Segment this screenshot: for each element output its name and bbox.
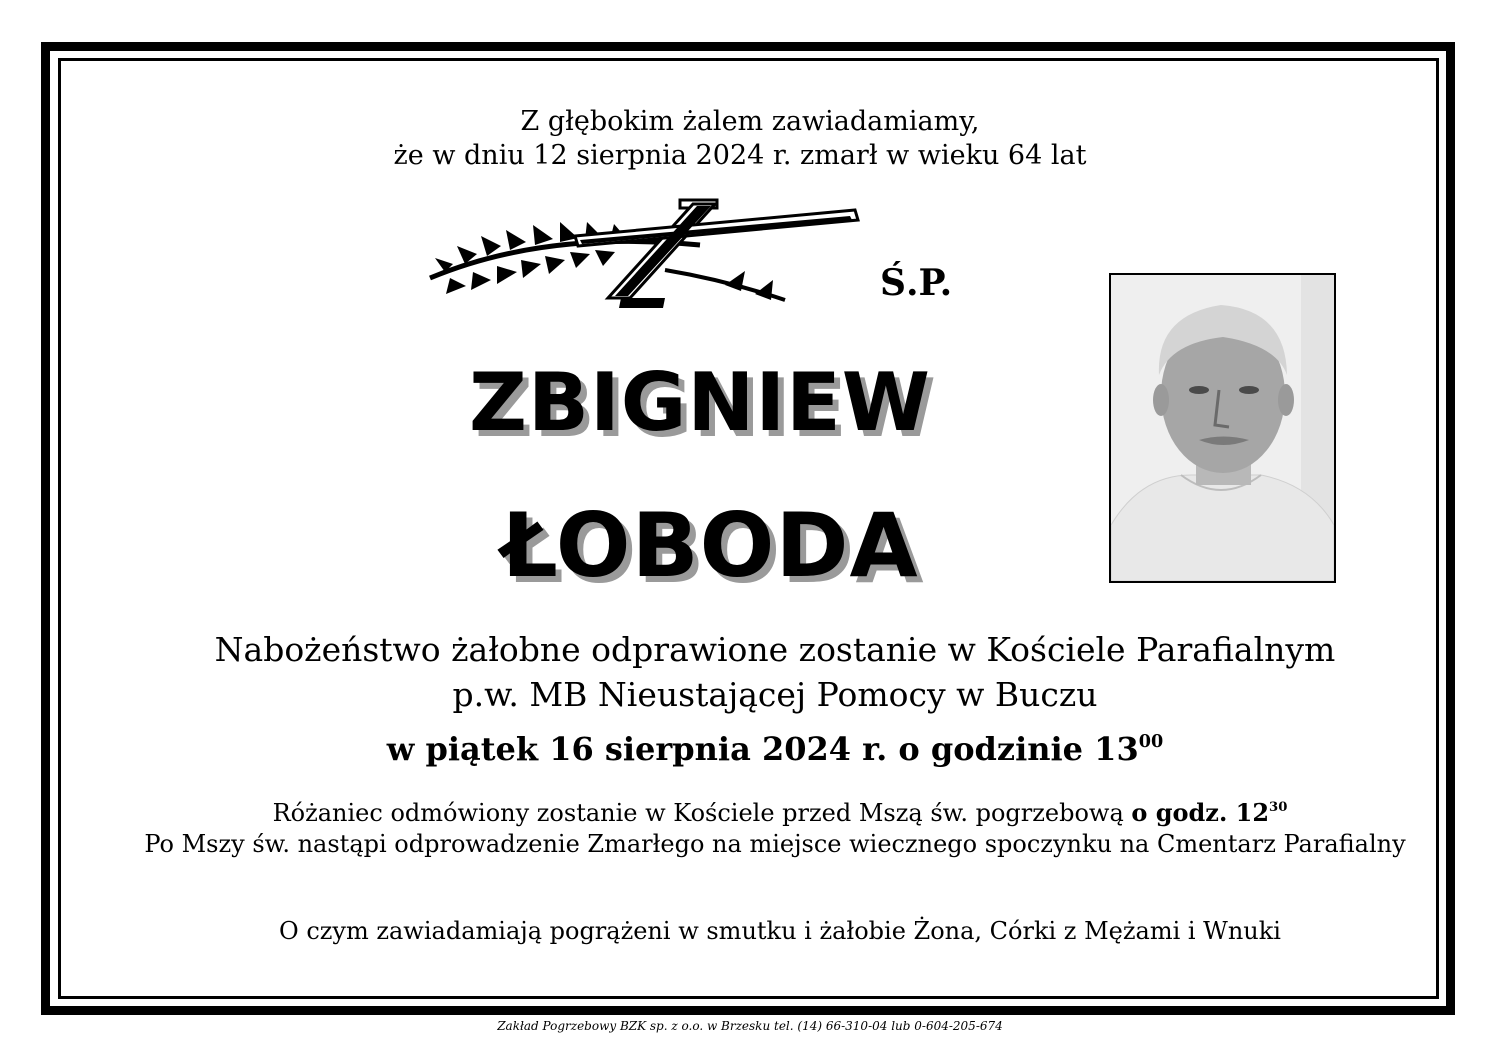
deceased-photo <box>1109 273 1336 583</box>
funeral-time-minutes: 00 <box>1138 730 1164 752</box>
rosary-time: o godz. 12 <box>1131 798 1270 827</box>
family-line: O czym zawiadamiają pogrążeni w smutku i żałobie Żona, Córki z Mężami i Wnuki <box>279 917 1281 945</box>
sp-abbreviation: Ś.P. <box>880 262 953 304</box>
intro-line-1: Z głębokim żalem zawiadamiamy, <box>520 106 980 137</box>
rosary-text: Różaniec odmówiony zostanie w Kościele przed Mszą św. pogrzebową <box>272 799 1132 827</box>
intro-line-2: że w dniu 12 sierpnia 2024 r. zmarł w wieku 64 lat <box>393 140 1087 171</box>
first-name: ZBIGNIEW <box>468 356 932 449</box>
last-name: ŁOBODA <box>501 494 919 597</box>
procession-line: Po Mszy św. nastąpi odprowadzenie Zmarłego na miejsce wiecznego spoczynku na Cmentarz Parafialny <box>144 830 1406 858</box>
mass-line-1: Nabożeństwo żałobne odprawione zostanie w Kościele Parafialnym <box>214 630 1336 669</box>
funeral-date-text: w piątek 16 sierpnia 2024 r. o godzinie 13 <box>386 730 1139 768</box>
mass-line-2: p.w. MB Nieustającej Pomocy w Buczu <box>452 675 1098 714</box>
footer-funeral-home: Zakład Pogrzebowy BZK sp. z o.o. w Brzesku tel. (14) 66-310-04 lub 0-604-205-674 <box>497 1019 1003 1033</box>
rosary-time-minutes: 30 <box>1269 799 1288 815</box>
rosary-line <box>200 798 1360 827</box>
funeral-date <box>360 730 1190 768</box>
cross-palm-icon <box>425 190 870 320</box>
